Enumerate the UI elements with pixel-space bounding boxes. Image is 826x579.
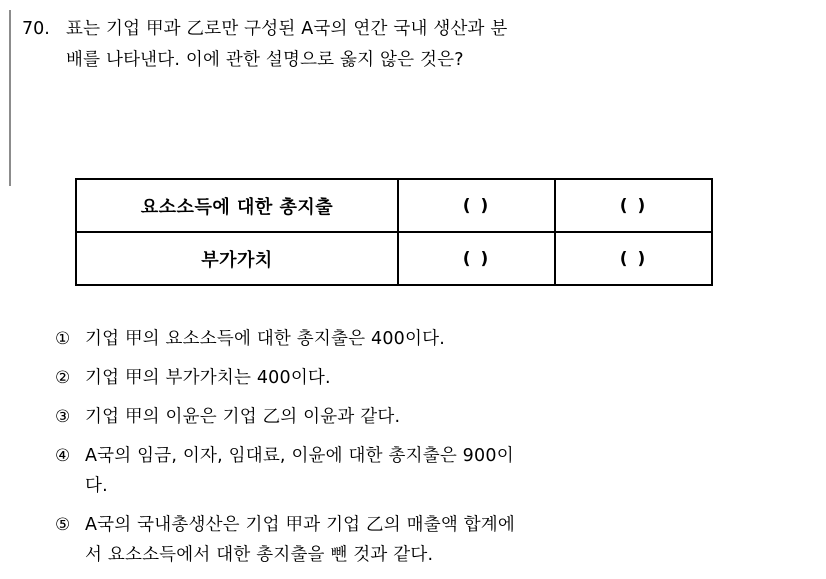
row-1-value-col-1: ( ): [398, 232, 555, 285]
choice-1-marker: ①: [55, 329, 71, 349]
question-block: [22, 14, 802, 76]
left-margin-rule: [9, 10, 11, 186]
production-distribution-table: [75, 178, 713, 286]
question-text-line-1: 표는 기업 甲과 乙로만 구성된 A국의 연간 국내 생산과 분: [66, 19, 508, 39]
choice-2-body: [85, 363, 815, 393]
choice-5-body: [85, 510, 815, 570]
table-row: [76, 179, 712, 232]
row-0-value-col-2: ( ): [555, 179, 712, 232]
row-label-value-added: 부가가치: [76, 232, 398, 285]
choice-4-body: [85, 441, 815, 501]
question-first-line: [22, 14, 802, 45]
data-table-container: [75, 178, 713, 286]
choice-3-body: [85, 402, 815, 432]
choice-4-line-2: 다.: [85, 476, 108, 496]
choice-3-line-1: 기업 甲의 이윤은 기업 乙의 이윤과 같다.: [85, 407, 401, 427]
choice-5[interactable]: [55, 510, 815, 570]
choice-4[interactable]: [55, 441, 815, 501]
choice-1-body: [85, 324, 815, 354]
row-label-factor-income-expenditure: 요소소득에 대한 총지출: [76, 179, 398, 232]
choice-5-line-2: 서 요소소득에서 대한 총지출을 뺀 것과 같다.: [85, 545, 434, 565]
row-1-value-col-2: ( ): [555, 232, 712, 285]
choice-5-marker: ⑤: [55, 515, 71, 535]
table-row: [76, 232, 712, 285]
choice-4-marker: ④: [55, 446, 71, 466]
choice-1-line-1: 기업 甲의 요소소득에 대한 총지출은 400이다.: [85, 329, 445, 349]
choice-5-line-1: A국의 국내총생산은 기업 甲과 기업 乙의 매출액 합계에: [85, 515, 516, 535]
choice-3-marker: ③: [55, 407, 71, 427]
question-number: 70.: [22, 19, 50, 39]
row-0-value-col-1: ( ): [398, 179, 555, 232]
choice-1[interactable]: [55, 324, 815, 354]
choice-2[interactable]: [55, 363, 815, 393]
question-text-line-2: 배를 나타낸다. 이에 관한 설명으로 옳지 않은 것은?: [66, 50, 464, 70]
choice-2-line-1: 기업 甲의 부가가치는 400이다.: [85, 368, 331, 388]
choice-3[interactable]: [55, 402, 815, 432]
choice-4-line-1: A국의 임금, 이자, 임대료, 이윤에 대한 총지출은 900이: [85, 446, 514, 466]
choice-2-marker: ②: [55, 368, 71, 388]
answer-choices: [55, 324, 815, 579]
